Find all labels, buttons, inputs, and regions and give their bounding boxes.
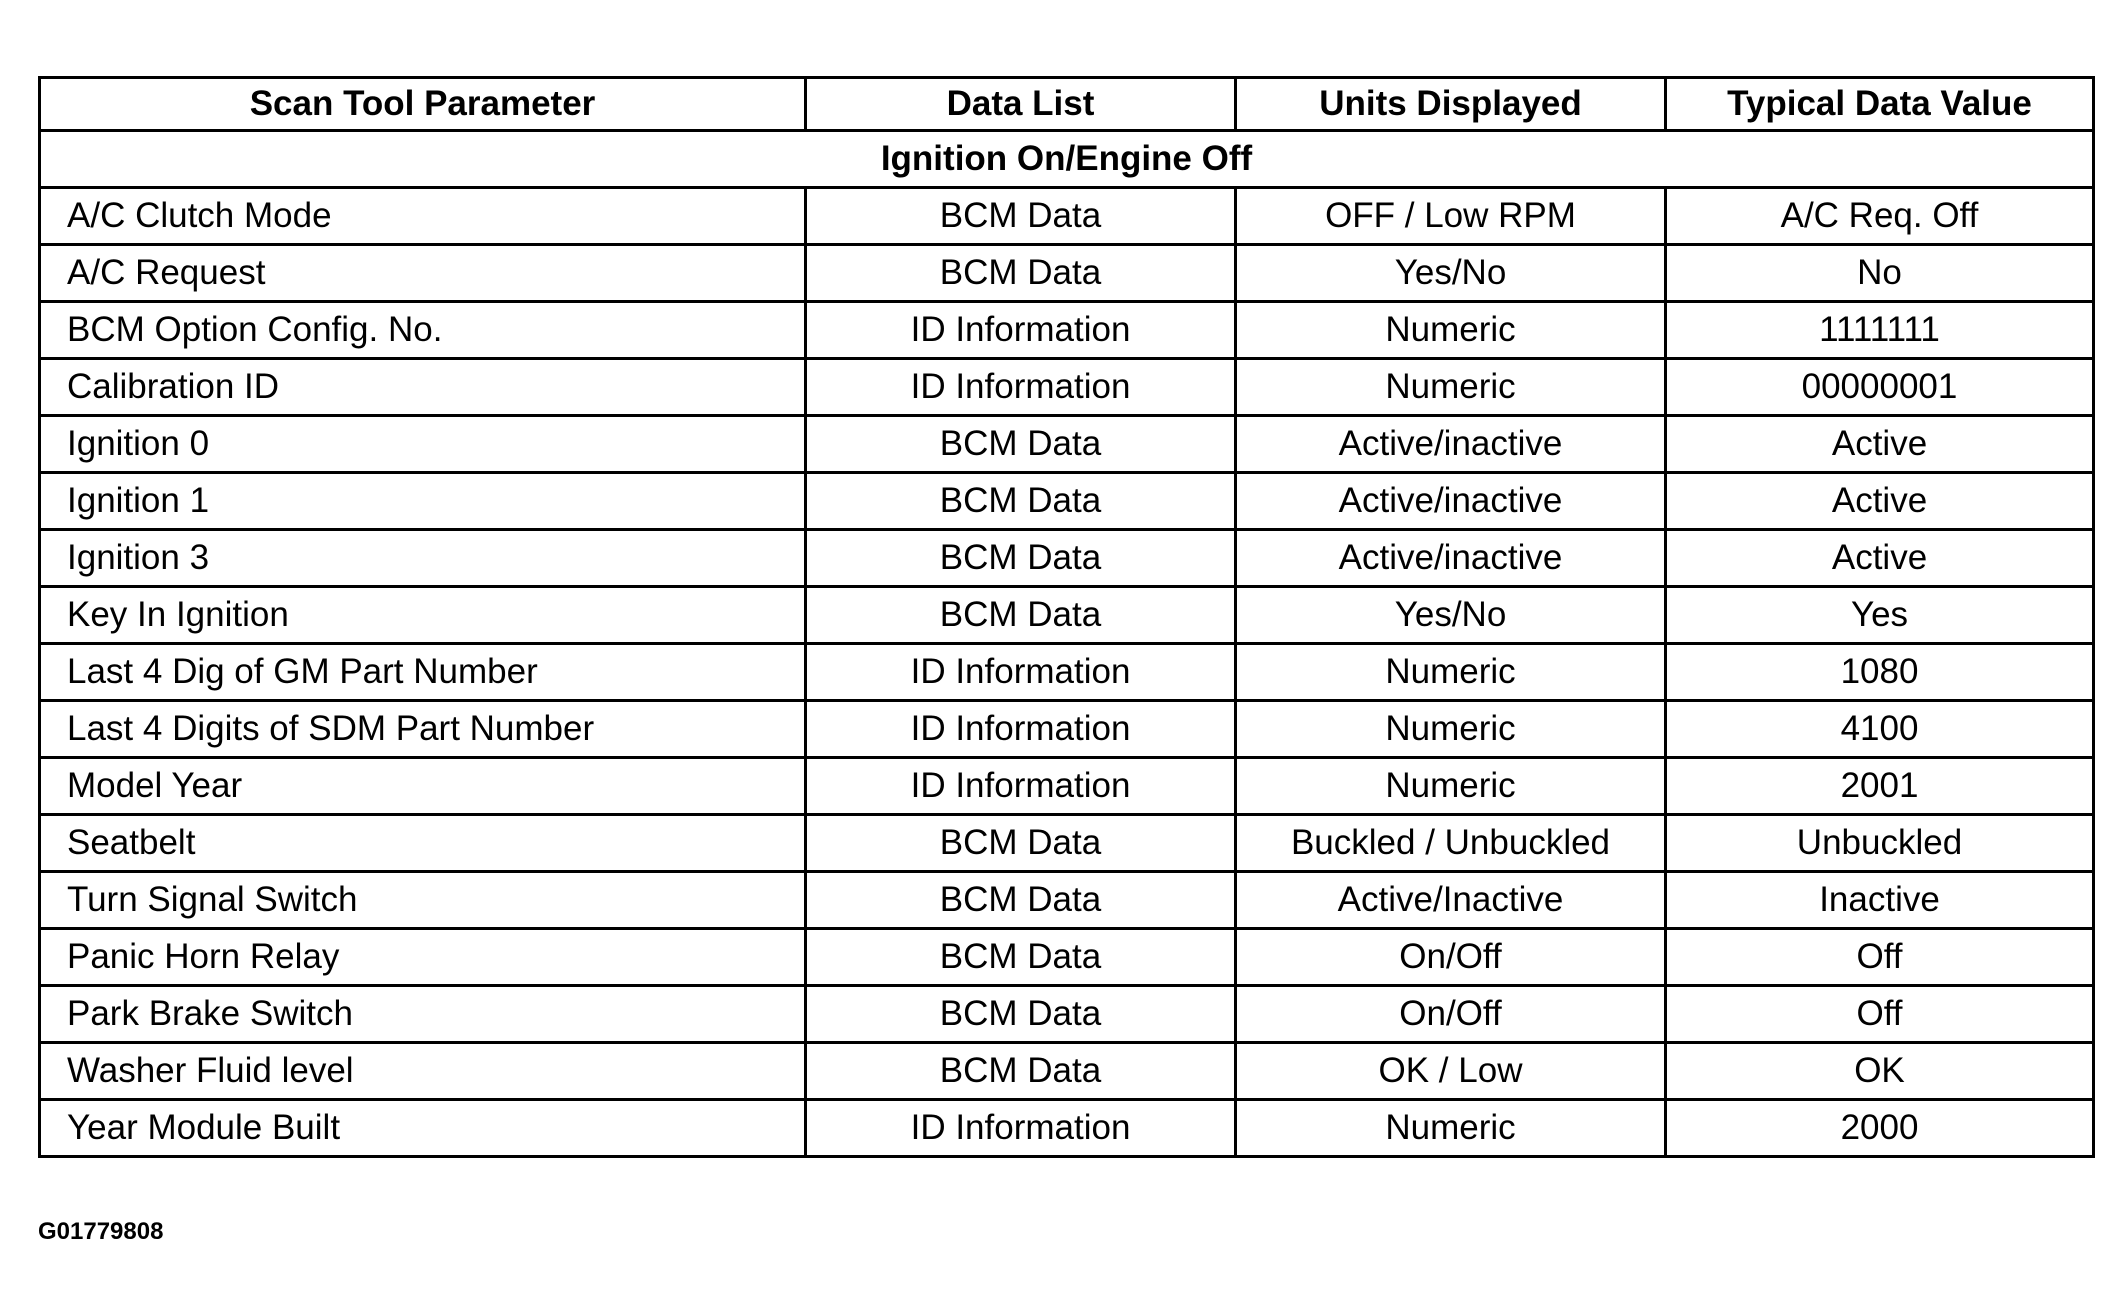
units-cell: Active/Inactive [1236,872,1666,929]
parameter-cell: Calibration ID [40,359,806,416]
typical-value-cell: 00000001 [1666,359,2094,416]
data-list-cell: BCM Data [806,929,1236,986]
typical-value-cell: OK [1666,1043,2094,1100]
units-cell: Numeric [1236,701,1666,758]
units-cell: Numeric [1236,302,1666,359]
figure-id: G01779808 [38,1218,164,1245]
parameter-cell: Panic Horn Relay [40,929,806,986]
data-list-cell: BCM Data [806,530,1236,587]
header-typical-data-value: Typical Data Value [1666,78,2094,131]
data-list-cell: ID Information [806,359,1236,416]
data-list-cell: ID Information [806,302,1236,359]
data-list-cell: BCM Data [806,986,1236,1043]
table-row [40,986,2094,1043]
data-list-cell: BCM Data [806,188,1236,245]
typical-value-cell: 1111111 [1666,302,2094,359]
table-row [40,188,2094,245]
parameter-cell: Ignition 3 [40,530,806,587]
parameter-cell: A/C Clutch Mode [40,188,806,245]
parameter-cell: BCM Option Config. No. [40,302,806,359]
units-cell: On/Off [1236,929,1666,986]
units-cell: Active/inactive [1236,473,1666,530]
typical-value-cell: Active [1666,416,2094,473]
table-row [40,1043,2094,1100]
table-row [40,1100,2094,1157]
units-cell: Buckled / Unbuckled [1236,815,1666,872]
parameter-cell: Model Year [40,758,806,815]
table-row [40,872,2094,929]
typical-value-cell: Active [1666,530,2094,587]
typical-value-cell: No [1666,245,2094,302]
data-list-cell: BCM Data [806,416,1236,473]
typical-value-cell: A/C Req. Off [1666,188,2094,245]
header-scan-tool-parameter: Scan Tool Parameter [40,78,806,131]
data-list-cell: ID Information [806,758,1236,815]
typical-value-cell: Off [1666,986,2094,1043]
data-list-cell: BCM Data [806,872,1236,929]
table-row [40,302,2094,359]
section-row [40,131,2094,188]
table-row [40,758,2094,815]
units-cell: Numeric [1236,359,1666,416]
header-units-displayed: Units Displayed [1236,78,1666,131]
units-cell: OFF / Low RPM [1236,188,1666,245]
data-list-cell: BCM Data [806,473,1236,530]
typical-value-cell: 1080 [1666,644,2094,701]
typical-value-cell: Off [1666,929,2094,986]
units-cell: On/Off [1236,986,1666,1043]
data-list-cell: BCM Data [806,245,1236,302]
units-cell: Numeric [1236,758,1666,815]
typical-value-cell: Yes [1666,587,2094,644]
parameter-cell: Park Brake Switch [40,986,806,1043]
data-list-cell: ID Information [806,644,1236,701]
header-data-list: Data List [806,78,1236,131]
units-cell: Active/inactive [1236,530,1666,587]
units-cell: OK / Low [1236,1043,1666,1100]
typical-value-cell: Active [1666,473,2094,530]
table-row [40,530,2094,587]
parameter-cell: Key In Ignition [40,587,806,644]
parameter-cell: Ignition 0 [40,416,806,473]
typical-value-cell: 4100 [1666,701,2094,758]
units-cell: Yes/No [1236,587,1666,644]
parameter-cell: Washer Fluid level [40,1043,806,1100]
parameter-cell: Year Module Built [40,1100,806,1157]
table-row [40,359,2094,416]
table-body [40,131,2094,1157]
table-row [40,815,2094,872]
units-cell: Yes/No [1236,245,1666,302]
parameter-cell: Seatbelt [40,815,806,872]
table-row [40,416,2094,473]
units-cell: Active/inactive [1236,416,1666,473]
table-row [40,929,2094,986]
table-row [40,245,2094,302]
section-title: Ignition On/Engine Off [40,131,2094,188]
parameter-cell: Last 4 Digits of SDM Part Number [40,701,806,758]
header-row [40,78,2094,131]
parameter-cell: Ignition 1 [40,473,806,530]
units-cell: Numeric [1236,644,1666,701]
typical-value-cell: 2001 [1666,758,2094,815]
data-list-cell: ID Information [806,701,1236,758]
parameter-cell: A/C Request [40,245,806,302]
data-list-cell: BCM Data [806,587,1236,644]
data-list-cell: BCM Data [806,1043,1236,1100]
units-cell: Numeric [1236,1100,1666,1157]
scan-tool-data-table [38,76,2095,1158]
parameter-cell: Last 4 Dig of GM Part Number [40,644,806,701]
table-row [40,473,2094,530]
typical-value-cell: 2000 [1666,1100,2094,1157]
table-row [40,701,2094,758]
typical-value-cell: Unbuckled [1666,815,2094,872]
parameter-cell: Turn Signal Switch [40,872,806,929]
data-list-cell: BCM Data [806,815,1236,872]
typical-value-cell: Inactive [1666,872,2094,929]
data-list-cell: ID Information [806,1100,1236,1157]
table-row [40,587,2094,644]
table-row [40,644,2094,701]
